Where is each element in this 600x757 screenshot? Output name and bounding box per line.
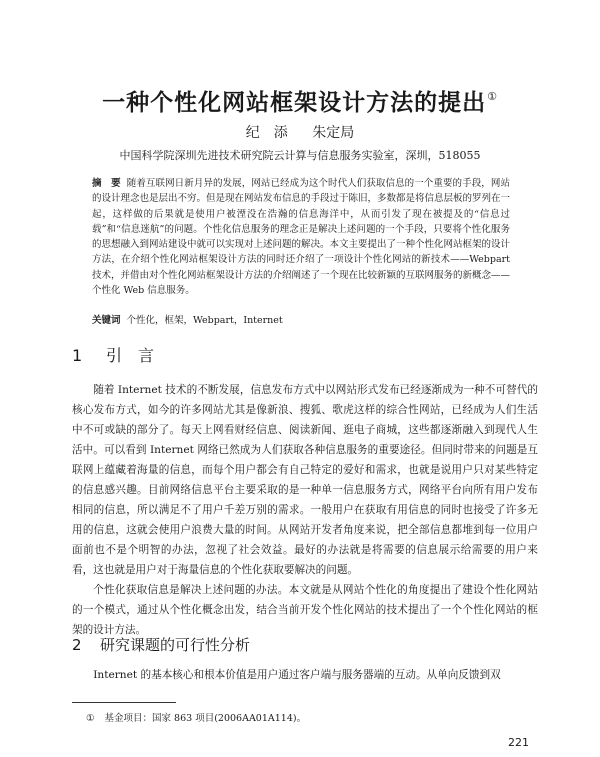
abstract-label: 摘 要 <box>92 178 121 189</box>
abstract <box>92 176 510 298</box>
section-heading-feasibility <box>72 634 250 655</box>
section-number: 2 <box>72 636 82 654</box>
footnote-divider <box>72 702 176 703</box>
title-footnote-mark: ① <box>487 90 498 103</box>
author-name: 朱定局 <box>312 125 355 141</box>
introduction-body <box>72 380 538 640</box>
abstract-text: 随着互联网日新月异的发展，网站已经成为这个时代人们获取信息的一个重要的手段，网站的设计理念也是层出不穷。但是现在网站发布信息的手段过于陈旧，多数都是将信息层板的罗列在一起，这样做的后果就是使用户被湮没在浩瀚的信息海洋中，从而引发了现在被提及的“信息过载”和“信息迷航”的问题。个性化信息服务的理念正是解决上述问题的一个手段，只要将个性化服务的思想融入到网站建设中就可以实现对上述问题的解决。本文主要提出了一种个性化网站框架的设计方法，在介绍个性化网站框架设计方法的同时还介绍了一项设计个性化网站的新技术——Webpart 技术，并借由对个性化网站框架设计方法的介绍阐述了一个现在比较新颖的互联网服务的新概念——个性化 Web 信息服务。 <box>92 178 511 297</box>
keywords-label: 关键词 <box>92 315 121 326</box>
page-number: 221 <box>508 736 529 749</box>
author-name: 纪 添 <box>245 125 288 141</box>
paragraph: Internet 的基本核心和根本价值是用户通过客户端与服务器端的互动。从单向反馈到双 <box>93 669 501 681</box>
footnote-text: 基金项目：国家 863 项目(2006AA01A114)。 <box>104 713 307 724</box>
author-list <box>0 122 600 142</box>
section-title: 引 言 <box>106 346 155 365</box>
keywords-text: 个性化，框架，Webpart，Internet <box>126 315 283 326</box>
author-affiliation: 中国科学院深圳先进技术研究院云计算与信息服务实验室，深圳，518055 <box>119 149 481 162</box>
keywords <box>92 313 510 328</box>
section-number: 1 <box>72 346 83 365</box>
footnote <box>86 710 306 724</box>
footnote-mark: ① <box>86 713 95 724</box>
paragraph: 随着 Internet 技术的不断发展，信息发布方式中以网站形式发布已经逐渐成为一种不可替代的核心发布方式，如今的许多网站尤其是像新浪、搜狐、歌虎这样的综合性网站，已经成为人们生活中不可或缺的部分了。每天上网看财经信息、阅读新闻、逛电子商城，这些都逐渐融入到现代人生活中。可以看到 Internet 网络已然成为人们获取各种信息服务的重要途径。但同时带来的问题是互联网上蕴藏着海量的信息，而每个用户都会有自己特定的爱好和需求，也就是说用户只对某些特定的信息感兴趣。目前网络信息平台主要采取的是一种单一信息服务方式，网络平台向所有用户发布相同的信息，所以满足不了用户千差万别的需求。一般用户在获取有用信息的同时也接受了许多无用的信息，这就会使用户浪费大量的时间。从网站开发者角度来说，把全部信息都堆到每一位用户面前也不是个明智的办法，忽视了社会效益。最好的办法就是将需要的信息展示给需要的用户来看，这也就是用户对于海量信息的个性化获取要解决的问题。 <box>72 384 538 576</box>
section-heading-introduction <box>72 343 154 366</box>
title-text: 一种个性化网站框架设计方法的提出 <box>102 90 487 116</box>
section-title: 研究课题的可行性分析 <box>100 636 251 654</box>
paragraph: 个性化获取信息是解决上述问题的办法。本文就是从网站个性化的角度提出了建设个性化网站的一个模式，通过从个性化概念出发，结合当前开发个性化网站的技术提出了一个个性化网站的框架的设计方法。 <box>72 584 538 636</box>
section2-body <box>72 665 538 685</box>
paper-title <box>0 84 600 117</box>
